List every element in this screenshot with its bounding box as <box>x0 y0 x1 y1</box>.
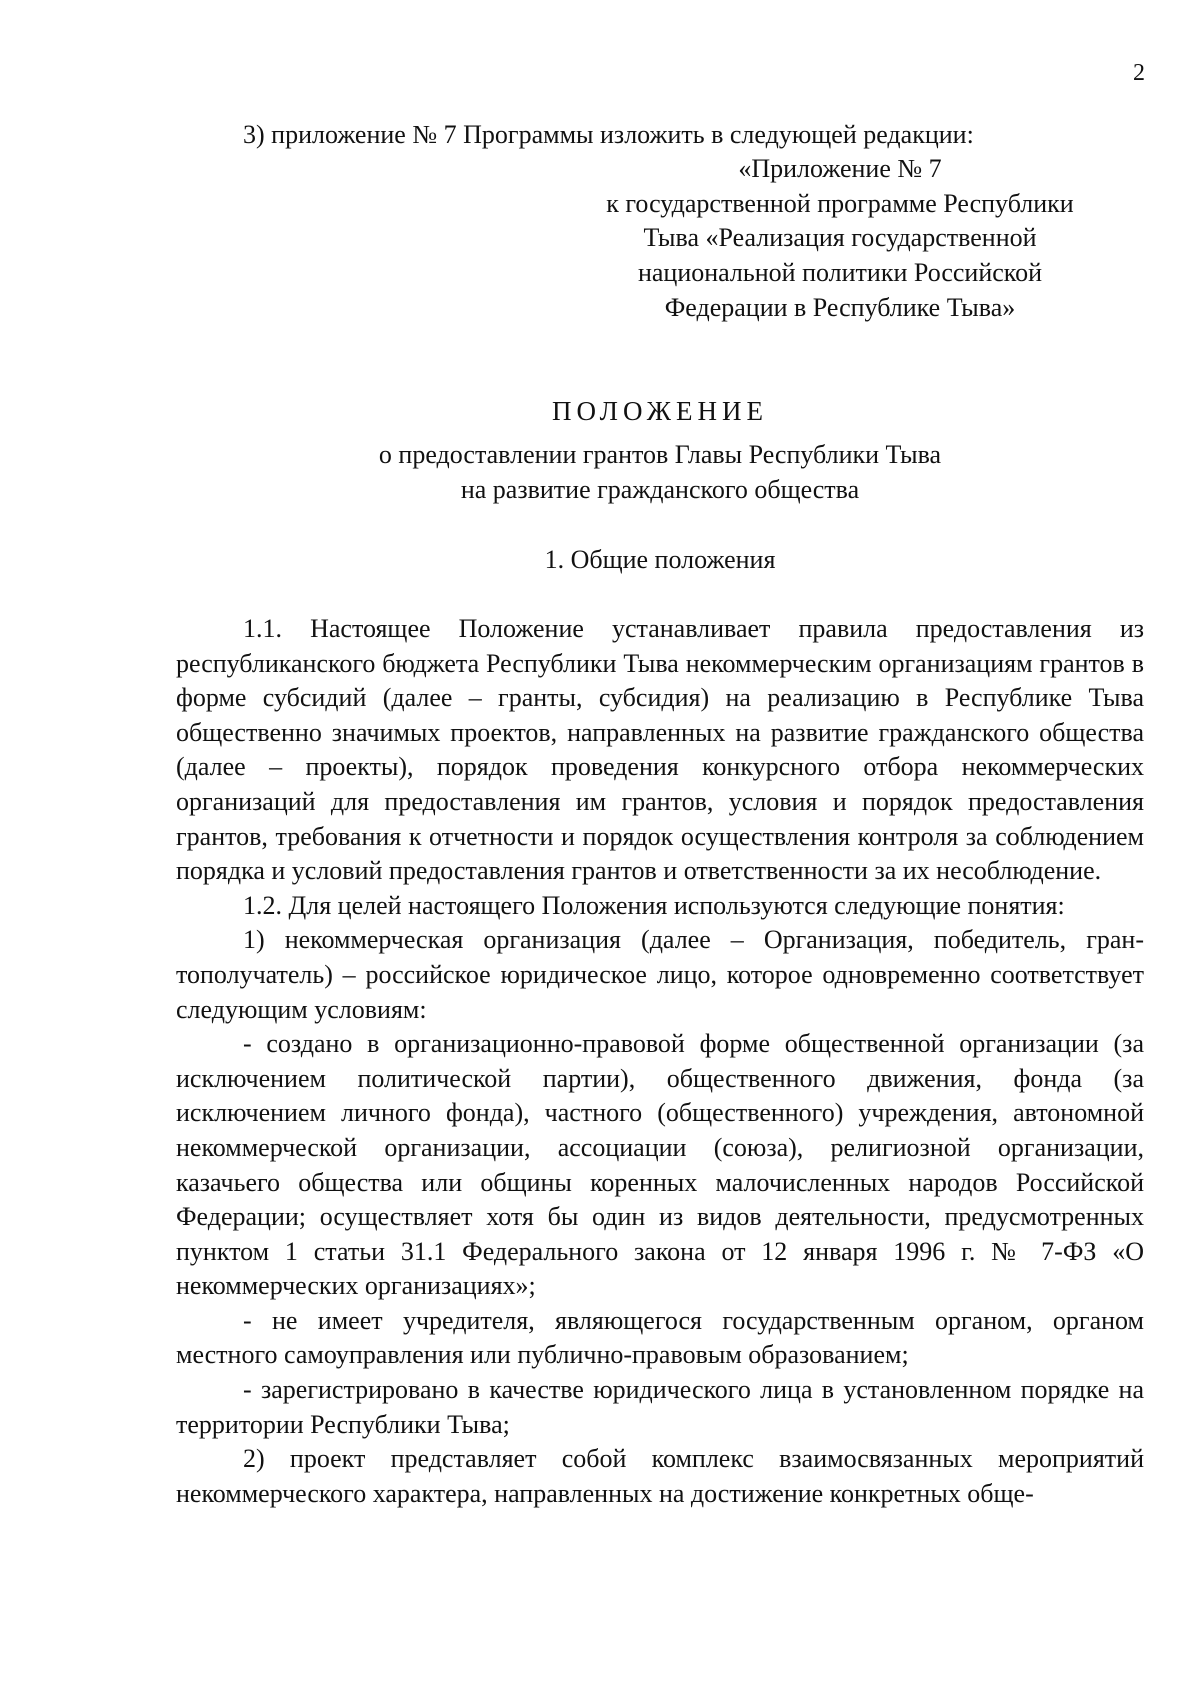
definition-project: 2) проект представляет собой комплекс взаимосвязанных мероприятий некоммерческого характера, направленных на достижение конкретных обще- <box>176 1444 1144 1508</box>
appendix-header-line: «Приложение № 7 <box>738 154 942 183</box>
document-title: ПОЛОЖЕНИЕ <box>552 396 768 426</box>
document-body <box>176 612 1144 1511</box>
appendix-header <box>560 152 1120 326</box>
document-subtitle <box>176 438 1144 507</box>
intro-line: 3) приложение № 7 Программы изложить в следующей редакции: <box>243 120 974 149</box>
definition-nonprofit: 1) некоммерческая организация (далее – Организация, победитель, грантополучатель) – российское юридическое лицо, которое одновременно соответствует следующим условиям: <box>176 925 1144 1024</box>
condition-legal-form: - создано в организационно-правовой форме общественной организации (за исключением политической партии), общественного движения, фонда (за исключением личного фонда), частного (общественного) учреждения, автономной некоммерческой организации, ассоциации (союза), религиозной организации, казачьего общества или общины коренных малочисленных народов Российской Федерации; осуществляет хотя бы один из видов деятельности, предусмотренных пунктом 1 статьи 31.1 Федерального закона от 12 января 1996 г. № 7-ФЗ «О некоммерческих организациях»; <box>176 1029 1144 1301</box>
page-number: 2 <box>1133 60 1145 86</box>
paragraph-1-2: 1.2. Для целей настоящего Положения используются следующие понятия: <box>243 890 1065 920</box>
appendix-header-line: Федерации в Республике Тыва» <box>664 292 1016 322</box>
document-subtitle-line: на развитие гражданского общества <box>460 474 860 504</box>
appendix-header-line: к государственной программе Республики <box>606 188 1074 218</box>
appendix-header-line: национальной политики Российской <box>637 258 1043 288</box>
condition-registration: - зарегистрировано в качестве юридического лица в установленном порядке на территории Республики Тыва; <box>176 1375 1144 1439</box>
condition-founder: - не имеет учредителя, являющегося государственным органом, органом местного самоуправления или публично-правовым образованием; <box>176 1305 1144 1370</box>
section-heading: 1. Общие положения <box>544 545 776 574</box>
paragraph-1-1: 1.1. Настоящее Положение устанавливает правила предоставления из республиканского бюджета Республики Тыва некоммерческим организациям грантов в форме субсидий (далее – гранты, субсидия) на реализацию в Республике Тыва общественно значимых проектов, направленных на развитие гражданского общества (далее – проекты), порядок проведения конкурсного отбора некоммерческих организаций для предоставления им грантов, условия и порядок предоставления грантов, требования к отчетности и порядок осуществления контроля за соблюдением порядка и условий предоставления грантов и ответственности за их несоблюдение. <box>176 614 1144 886</box>
document-subtitle-line: о предоставлении грантов Главы Республики Тыва <box>378 440 942 469</box>
appendix-header-line: Тыва «Реализация государственной <box>643 223 1037 253</box>
